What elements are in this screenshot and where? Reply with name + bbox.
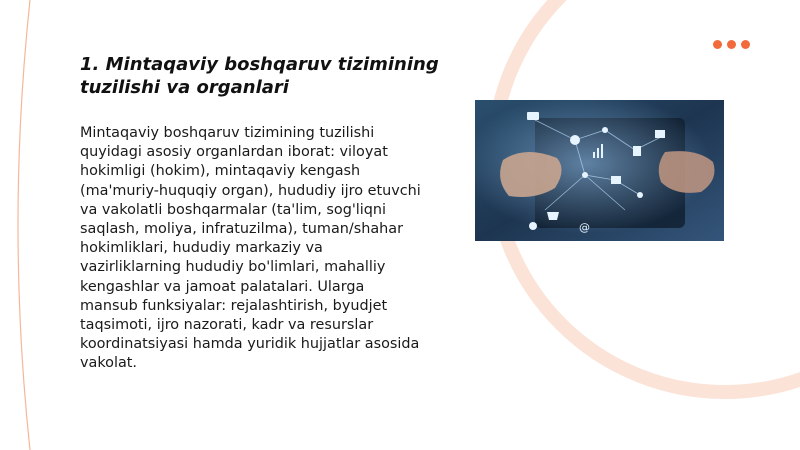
phone-icon <box>633 146 641 156</box>
dot-icon <box>741 40 750 49</box>
laptop-icon <box>527 112 539 120</box>
cart-icon <box>547 212 559 220</box>
globe-icon <box>570 135 580 145</box>
three-dots-decoration <box>713 40 750 49</box>
right-hand <box>659 151 715 193</box>
at-symbol: @ <box>579 221 590 234</box>
location-icon <box>529 222 537 230</box>
chart-icon <box>601 144 603 158</box>
tablet-network-photo <box>475 100 724 241</box>
photo-illustration <box>475 100 724 241</box>
mail-icon <box>655 130 665 138</box>
dot-icon <box>727 40 736 49</box>
dot-icon <box>713 40 722 49</box>
lock-icon <box>611 176 621 184</box>
slide-body-text: Mintaqaviy boshqaruv tizimining tuzilishi quyidagi asosiy organlardan iborat: viloyat hokimligi (hokim), mintaqaviy kengash (ma'muriy-huquqiy organ), hududiy ijro etuvchi va vakolatli boshqarmalar (ta'lim, sog'liqni saqlash, moliya, infratuzilma), tuman/shahar hokimliklari, hududiy markaziy va vazirliklarning hududiy bo'limlari, mahalliy kengashlar va jamoat palatalari. Ularga mansub funksiyalar: rejalashtirish, byudjet taqsimoti, ijro nazorati, kadr va resurslar koordinatsiyasi hamda yuridik hujjatlar asosida vakolat. <box>80 125 421 372</box>
slide-title: 1. Mintaqaviy boshqaruv tizimining tuzilishi va organlari <box>80 54 439 98</box>
left-thin-arc <box>18 0 30 450</box>
